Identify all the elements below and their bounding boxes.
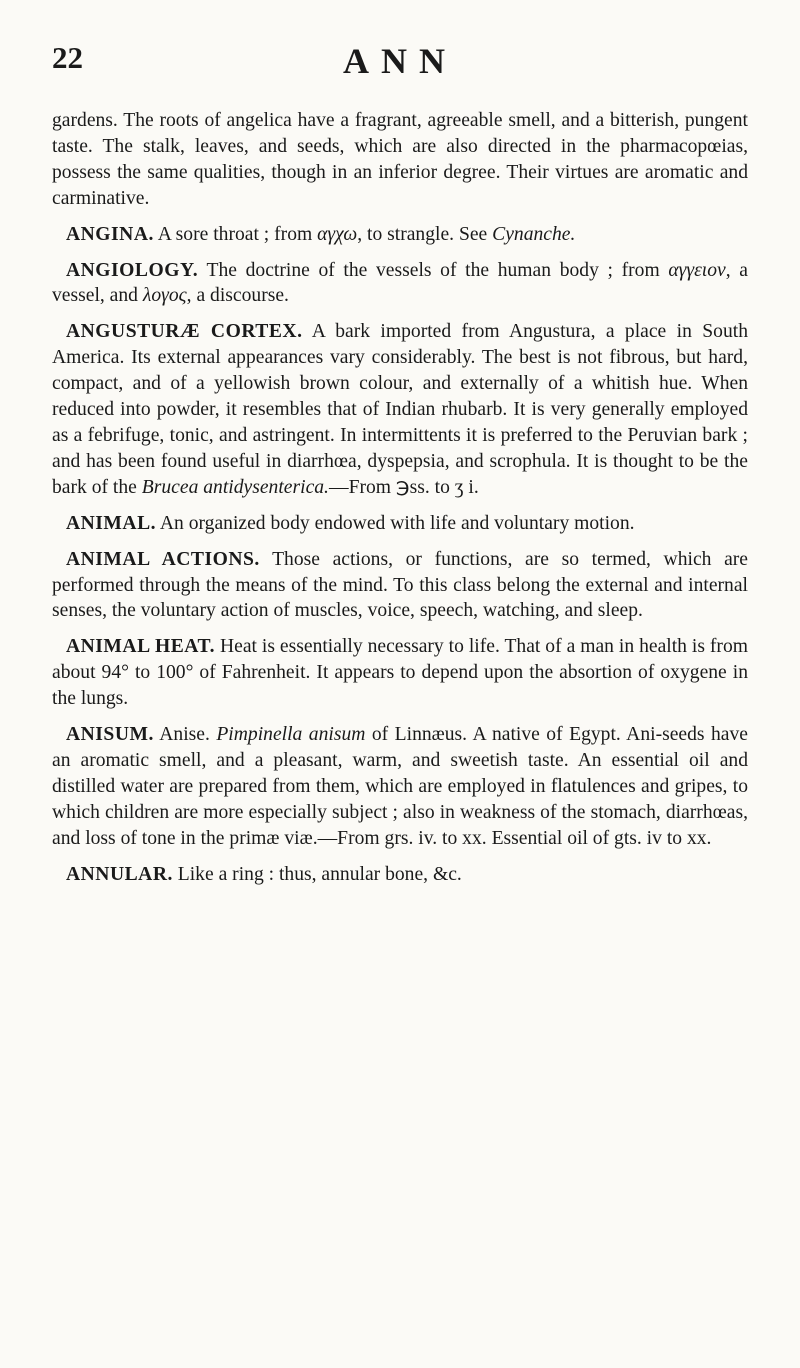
dictionary-entry-animal-heat [52,634,748,712]
entry-headword: ANGIOLOGY. [66,259,199,281]
entry-text: The doctrine of the vessels of the human body ; from [198,259,669,281]
entry-text: A bark imported from Angustura, a place in South America. Its external appearances vary considerably. The best is not fibrous, but hard, compact, and of a yellowish brown colour, and externally of a whitish hue. When reduced into powder, it resembles that of Indian rhubarb. It is very generally employed as a febrifuge, tonic, and astringent. In intermittents it is preferred to the Peruvian bark ; and has been found useful in diarrhœa, dyspepsia, and scrophula. It is thought to be the bark of the [52,321,748,498]
entry-headword: ANIMAL. [66,512,157,534]
entry-text: gardens. The roots of angelica have a fragrant, agreeable smell, and a bitterish, pungent taste. The stalk, leaves, and seeds, which are also directed in the pharmacopœias, possess the same qualities, though in an inferior degree. Their virtues are aromatic and carminative. [52,110,748,209]
dictionary-body [52,108,748,897]
entry-headword: ANIMAL HEAT. [66,636,216,658]
dictionary-entry-anisum [52,722,748,852]
entry-headword: ANISUM. [66,724,154,746]
dictionary-entry-angina [52,222,748,248]
entry-italic-text: αγχω [317,223,358,245]
entry-text: Heat is essentially necessary to life. That of a man in health is from about 94° to 100° of Fahrenheit. It appears to depend upon the absortion of oxygene in the lungs. [52,636,748,710]
entry-headword: ANNULAR. [66,863,173,885]
page-header [52,40,748,100]
entry-text: of Linnæus. A native of Egypt. Ani-seeds have an aromatic smell, and a pleasant, warm, and sweetish taste. An essential oil and distilled water are prepared from them, which are employed in flatulences and gripes, to which children are more especially subject ; also in weakness of the stomach, diarrhœas, and loss of tone in the primæ viæ.—From grs. iv. to xx. Essential oil of gts. iv to xx. [52,724,748,849]
entry-headword: ANIMAL ACTIONS. [66,548,260,570]
dictionary-entry-angiology [52,258,748,310]
running-head: ANN [343,41,457,81]
page-number: 22 [52,40,83,75]
entry-text: An organized body endowed with life and voluntary motion. [156,512,635,534]
entry-text: A sore throat ; from [153,223,318,245]
entry-italic-text: Brucea antidysenterica. [141,476,329,498]
entry-italic-text: Pimpinella anisum [216,724,366,746]
entry-text: , a discourse. [186,285,289,307]
entry-headword: ANGUSTURÆ CORTEX. [66,321,303,343]
entry-text: Those actions, or functions, are so termed, which are performed through the means of the mind. To this class belong the external and internal senses, the voluntary action of muscles, voice, speech, watching, and sleep. [52,548,748,622]
entry-text: , to strangle. See [357,223,493,245]
entry-headword: ANGINA. [66,223,154,245]
dictionary-entry-annular [52,862,748,888]
entry-text: , a vessel, and [52,259,748,307]
dictionary-entry-animal-actions [52,547,748,625]
entry-text: Anise. [153,724,217,746]
dictionary-entry-animal [52,511,748,537]
dictionary-entry-angusturae-cortex [52,319,748,500]
entry-text: Like a ring : thus, annular bone, &c. [172,863,462,885]
entry-italic-text: αγγειον [668,259,726,281]
dictionary-entry-angelica-cont [52,108,748,212]
entry-italic-text: λογος [142,285,187,307]
entry-text: —From ℈ss. to ʒ i. [328,476,479,498]
entry-italic-text: Cynanche. [492,223,576,245]
